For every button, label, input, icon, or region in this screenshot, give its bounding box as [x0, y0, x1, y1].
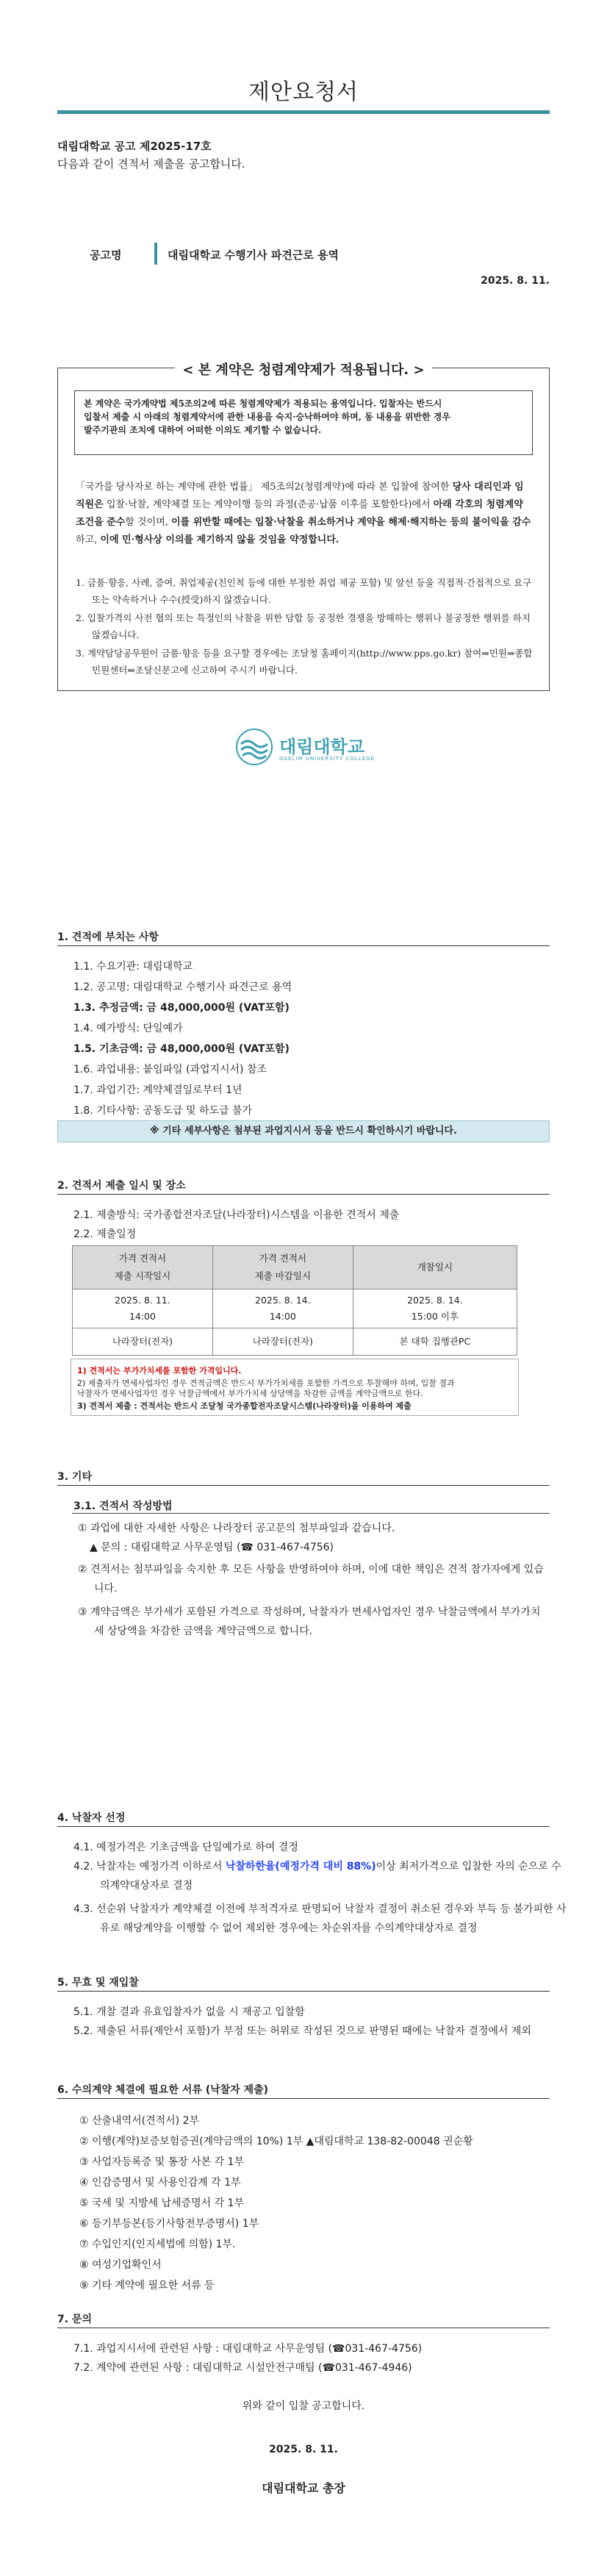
integrity-item: 1. 금품·향응, 사례, 증여, 취업제공(친인척 등에 대한 부정한 취업 제공 포함) 및 알선 등을 직접적·간접적으로 요구 또는 약속하거나 수수(授受)하지 않겠습니다. [76, 577, 532, 605]
table-cell: 2025. 8. 14. 15:00 이후 [353, 1289, 517, 1328]
integrity-box-line: 발주기관의 조치에 대하여 어떠한 이의도 제기할 수 없습니다. [84, 425, 322, 435]
notice-banner: ※ 기타 세부사항은 첨부된 과업지시서 등을 반드시 확인하시기 바랍니다. [57, 1120, 550, 1142]
section-5-item: 5.2. 제출된 서류(제안서 포함)가 부정 또는 허위로 작성된 것으로 판명된 때에는 낙찰자 결정에서 제외 [73, 2025, 531, 2037]
logo-emblem-icon [235, 728, 273, 766]
table-row [73, 1289, 517, 1328]
list-item: ③ 사업자등록증 및 통장 사본 각 1부 [79, 2156, 244, 2168]
section-1-divider [57, 945, 550, 946]
section-4-item: 4.1. 예정가격은 기초금액을 단일예가로 하여 결정 [73, 1842, 298, 1853]
warning-line: 1) 견적서는 부가가치세를 포함한 가격입니다. [77, 1366, 242, 1375]
section-1-item: 1.4. 예가방식: 단일예가 [73, 1023, 183, 1034]
section-3-item: ② 견적서는 첨부파일을 숙지한 후 모든 사항을 반영하여야 하며, 이에 대한 책임은 견적 참가자에게 있습니다. [78, 1564, 544, 1595]
section-5-divider [57, 1991, 550, 1992]
section-4-divider [57, 1826, 550, 1827]
list-item: ④ 인감증명서 및 사용인감계 각 1부 [79, 2177, 241, 2189]
section-1-item: 1.1. 수요기관: 대림대학교 [73, 961, 193, 973]
section-3-item: ① 과업에 대한 자세한 사항은 나라장터 공고문의 첨부파일과 같습니다. [78, 1523, 395, 1534]
university-logo [235, 728, 375, 769]
section-1-item: 1.2. 공고명: 대림대학교 수행기사 파견근로 용역 [73, 981, 292, 993]
closing-signer: 대림대학교 총장 [262, 2481, 345, 2495]
list-item: ⑦ 수입인지(인지세법에 의함) 1부. [79, 2239, 236, 2250]
table-header: 개찰일시 [353, 1246, 517, 1289]
section-1-item: 1.7. 과업기간: 계약체결일로부터 1년 [73, 1084, 243, 1096]
integrity-box-line: 입찰서 제출 시 아래의 청렴계약서에 관한 내용을 숙지·승낙하여야 하며, 동 내용을 위반한 경우 [84, 412, 450, 422]
schedule-table [72, 1245, 517, 1356]
integrity-item: 3. 계약담당공무원이 금품·향응 등을 요구할 경우에는 조달청 홈페이지(http://www.pps.go.kr) 참여⇒민원⇒종합민원센터⇒조달신문고에 신고하여 주시기 바랍니다. [76, 648, 533, 676]
logo-name: 대림대학교 [279, 737, 364, 757]
warning-line: 낙찰자가 면세사업자인 경우 낙찰금액에서 부가가치세 상당액을 차감한 금액을 계약금액으로 한다. [77, 1389, 423, 1398]
list-item: ⑥ 등기부등본(등기사항전부증명서) 1부 [79, 2218, 259, 2230]
section-2-title: 2. 견적서 제출 일시 및 장소 [57, 1180, 186, 1192]
page-title: 제안요청서 [248, 79, 359, 105]
notice-divider [154, 243, 157, 265]
section-2-item: 2.2. 제출일정 [73, 1228, 137, 1240]
list-item: ① 산출내역서(견적서) 2부 [79, 2115, 199, 2127]
notice-number: 대림대학교 공고 제2025-17호 [57, 140, 212, 153]
warning-box [71, 1359, 519, 1416]
section-1-item: 1.6. 과업내용: 붙임파일 (과업지시서) 참조 [73, 1064, 267, 1076]
list-item: ⑧ 여성기업확인서 [79, 2259, 162, 2271]
table-cell: 나라장터(전자) [212, 1328, 353, 1356]
section-3-subtitle: 3.1. 견적서 작성방법 [73, 1500, 173, 1512]
section-7-item: 7.1. 과업지시서에 관련된 사항 : 대림대학교 사무운영팀 (☎031-467-4756) [73, 2343, 423, 2355]
section-1-item: 1.8. 기타사항: 공동도급 및 하도급 불가 [73, 1105, 253, 1117]
table-header: 가격 견적서 제출 시작일시 [73, 1246, 213, 1289]
intro-text: 다음과 같이 견적서 제출을 공고합니다. [57, 157, 245, 171]
integrity-heading: < 본 계약은 청렴계약제가 적용됩니다. > [175, 362, 431, 378]
section-3-contact: ▲ 문의 : 대림대학교 사무운영팀 (☎ 031-467-4756) [90, 1542, 334, 1553]
closing-date: 2025. 8. 11. [269, 2444, 338, 2455]
list-item: ⑤ 국세 및 지방세 납세증명서 각 1부 [79, 2197, 244, 2209]
integrity-box [74, 390, 533, 455]
section-6-divider [57, 2098, 550, 2099]
integrity-paragraph: 「국가를 당사자로 하는 계약에 관한 법률」 제5조의2(청렴계약)에 따라 본 입찰에 참여한 당사 대리인과 임직원은 입찰·낙찰, 계약체결 또는 계약이행 등의 과정(준공·납품 이후를 포함한다)에서 아래 각호의 청렴계약 조건을 준수할 것이며, 이를 위반할 때에는 입찰·낙찰을 취소하거나 계약을 해제·해지하는 등의 불이익을 감수하고, 이에 민·형사상 이의를 제기하지 않을 것임을 약정합니다. [76, 482, 531, 545]
section-3-item: ③ 계약금액은 부가세가 포함된 가격으로 작성하며, 낙찰자가 면세사업자인 경우 낙찰금액에서 부가가치세 상당액을 차감한 금액을 계약금액으로 합니다. [78, 1606, 541, 1637]
section-3-subdivider [72, 1513, 550, 1514]
warning-line: 3) 견적서 제출 : 견적서는 반드시 조달청 국가종합전자조달시스템(나라장터)을 이용하여 제출 [77, 1401, 412, 1411]
section-1-title: 1. 견적에 부치는 사항 [57, 931, 159, 943]
section-1-item: 1.5. 기초금액: 금 48,000,000원 (VAT포함) [73, 1043, 290, 1055]
table-header: 가격 견적서 제출 마감일시 [212, 1246, 353, 1289]
table-cell: 본 대학 집행관PC [353, 1328, 517, 1356]
section-5-title: 5. 무효 및 재입찰 [57, 1977, 139, 1989]
section-4-item: 4.2. 낙찰자는 예정가격 이하로서 낙찰하한율(예정가격 대비 88%)이상 최저가격으로 입찰한 자의 순으로 수의계약대상자로 결정 [73, 1861, 561, 1892]
title-divider [57, 110, 550, 114]
closing-text: 위와 같이 입찰 공고합니다. [242, 2400, 365, 2412]
notice-value: 대림대학교 수행기사 파견근로 용역 [168, 248, 340, 262]
table-row [73, 1328, 517, 1356]
integrity-section [57, 362, 550, 691]
section-7-item: 7.2. 계약에 관련된 사항 : 대림대학교 시설안전구매팀 (☎031-467-4946) [73, 2362, 412, 2374]
section-5-item: 5.1. 개찰 결과 유효입찰자가 없을 시 재공고 입찰함 [73, 2006, 305, 2018]
logo-subtitle: DAELIM UNIVERSITY COLLEGE [279, 756, 375, 762]
table-header-row [73, 1246, 517, 1289]
notice-date: 2025. 8. 11. [481, 275, 550, 287]
integrity-box-line: 본 계약은 국가계약법 제5조의2에 따른 청렴계약제가 적용되는 용역입니다. 입찰자는 반드시 [84, 398, 442, 409]
section-3-title: 3. 기타 [57, 1471, 92, 1483]
section-2-divider [57, 1194, 550, 1195]
section-6-title: 6. 수의계약 체결에 필요한 서류 (낙찰자 제출) [57, 2084, 269, 2096]
list-item: ⑨ 기타 계약에 필요한 서류 등 [79, 2280, 215, 2291]
list-item: ② 이행(계약)보증보험증권(계약금액의 10%) 1부 ▲대림대학교 138-82-00048 권순황 [79, 2136, 473, 2147]
section-4-title: 4. 낙찰자 선정 [57, 1812, 126, 1824]
section-3-divider [57, 1485, 550, 1486]
integrity-list [76, 574, 533, 680]
section-7-title: 7. 문의 [57, 2314, 92, 2325]
section-4-item: 4.3. 선순위 낙찰자가 계약체결 이전에 부적격자로 판명되어 낙찰자 결정이 취소된 경우와 부득 등 불가피한 사유로 해당계약을 이행할 수 없어 제외한 경우에는 차순위자를 수의계약대상자로 결정 [73, 1903, 567, 1934]
section-2-item: 2.1. 제출방식: 국가종합전자조달(나라장터)시스템을 이용한 견적서 제출 [73, 1209, 400, 1221]
table-cell: 2025. 8. 11. 14:00 [73, 1289, 213, 1328]
notice-label: 공고명 [90, 248, 122, 262]
table-cell: 나라장터(전자) [73, 1328, 213, 1356]
warning-line: 2) 제출자가 면세사업자인 경우 견적금액은 반드시 부가가치세를 포함한 가격으로 투찰해야 하며, 입찰 결과 [77, 1378, 455, 1388]
integrity-item: 2. 입찰가격의 사전 협의 또는 특정인의 낙찰을 위한 담합 등 공정한 경쟁을 방해하는 행위나 불공정한 행위를 하지 않겠습니다. [76, 612, 531, 640]
section-1-item: 1.3. 추정금액: 금 48,000,000원 (VAT포함) [73, 1002, 290, 1014]
table-cell: 2025. 8. 14. 14:00 [212, 1289, 353, 1328]
